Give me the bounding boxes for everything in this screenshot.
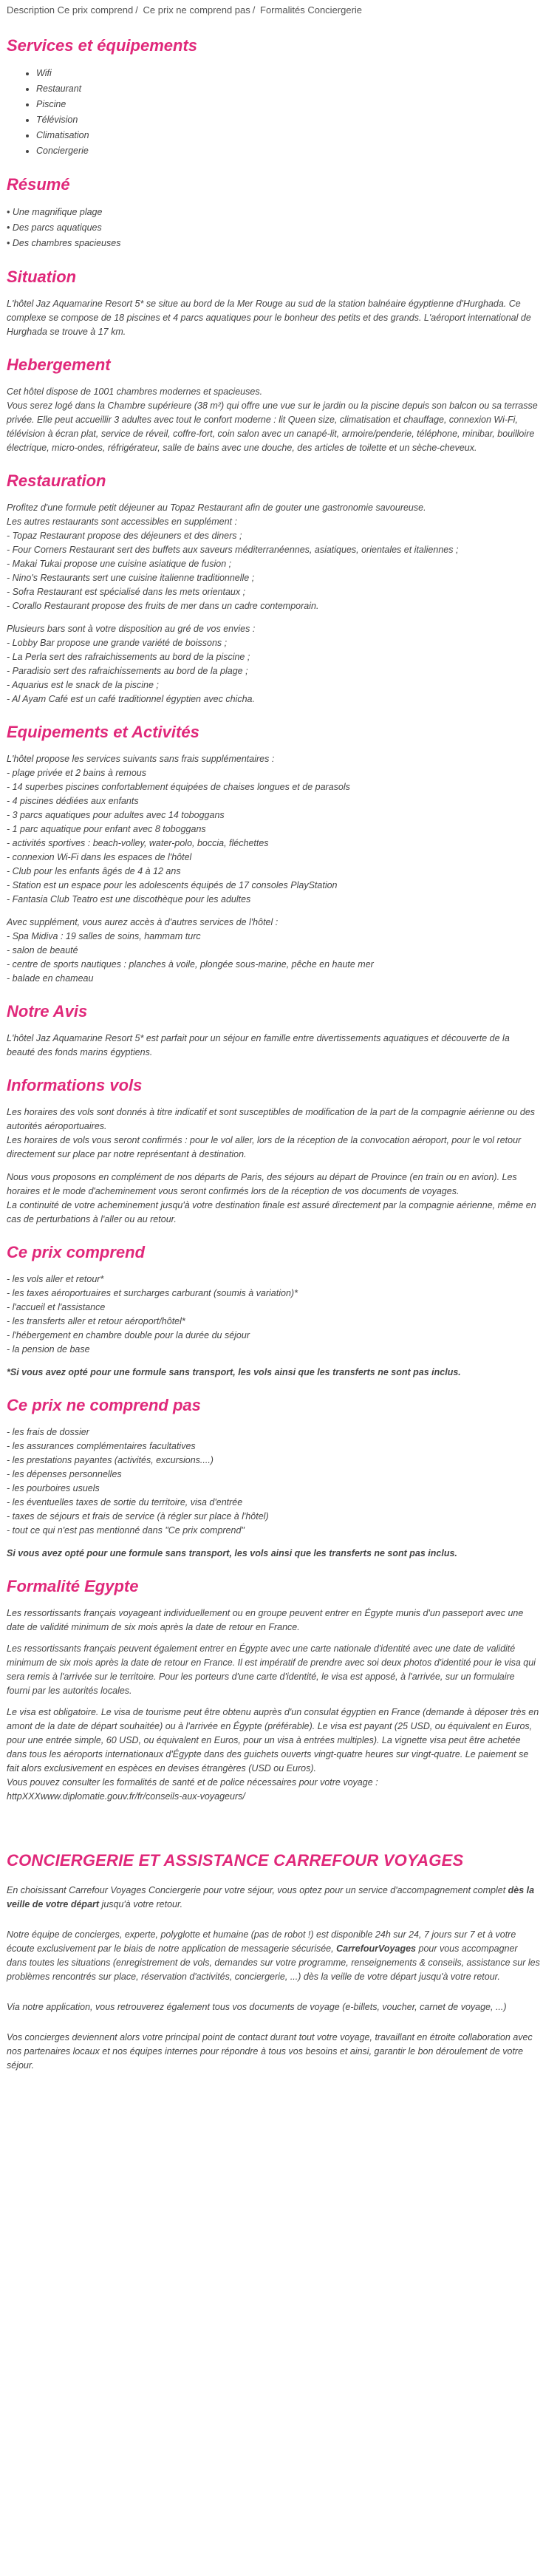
situation-text: L'hôtel Jaz Aquamarine Resort 5* se situe au bord de la Mer Rouge au sud de la station balnéaire égyptienne d'Hurghada. Ce complexe se compose de 18 piscines et 4 parcs aquatiques pour le bonheur des petits et des grands. L'aéroport international de Hurghada se trouve à 17 km. [7,299,531,337]
restaurants-list [7,501,540,613]
ne-comprend-list [7,1425,540,1538]
situation-section [7,268,540,339]
equipement-line: - 3 parcs aquatiques pour adultes avec 14 toboggans [7,810,225,820]
equipement-line: - Fantasia Club Teatro est une discothèque pour les adultes [7,894,251,904]
equipement-line: Avec supplément, vous aurez accès à d'autres services de l'hôtel : [7,917,279,927]
vols-text: Les horaires de vols vous seront confirmés : pour le vol aller, lors de la réception de la convocation aéroport, pour le vol retour directement sur place par notre représentant à destination. [7,1135,522,1159]
service-item: • Wifi [36,66,540,81]
service-item: • Restaurant [36,81,540,97]
vols-text: Les horaires des vols sont donnés à titre indicatif et sont susceptibles de modification de la part de la compagnie aérienne ou des autorités aéroportuaires. [7,1107,536,1131]
conciergerie-title: CONCIERGERIE ET ASSISTANCE CARREFOUR VOYAGES [7,1851,464,1870]
resume-item: • Des chambres spacieuses [7,238,121,248]
breadcrumb-prix-ne-comprend[interactable]: Ce prix ne comprend pas [143,4,250,16]
comprend-line: - les vols aller et retour* [7,1274,104,1284]
breadcrumb-conciergerie[interactable]: Conciergerie [307,4,363,16]
resume-title: Résumé [7,175,70,194]
conciergerie-team: Notre équipe de concierges, experte, polyglotte et humaine (pas de robot !) est disponible 24h sur 24, 7 jours sur 7 et à votre écoute exclusivement par le biais de notre application de messagerie sécurisée, CarrefourVoyages pour vous accompagner dans toutes les situations (enregistrement de vols, demandes sur votre programme, renseignements & conseils, assistance sur les problèmes rencontrés sur place, réservation d'activités, conciergerie, ...) dès la veille de votre départ jusqu'à votre retour. [7,1929,540,1982]
hebergement-title: Hebergement [7,355,111,374]
restauration-line: - Sofra Restaurant est spécialisé dans les mets orientaux ; [7,587,246,597]
service-item: • Télévision [36,112,540,128]
comprend-line: - les transferts aller et retour aéroport/hôtel* [7,1316,185,1326]
equipement-line: - 14 superbes piscines confortablement équipées de chaises longues et de parasols [7,782,350,792]
equipements-section [7,723,540,986]
free-services-list [7,752,540,907]
formalite-text: Les ressortissants français voyageant individuellement ou en groupe peuvent entrer en Égypte munis d'un passeport avec une date de validité minimum de six mois après la date de retour en France. [7,1608,524,1632]
equipement-line: L'hôtel propose les services suivants sans frais supplémentaires : [7,754,275,764]
equipement-line: - 4 piscines dédiées aux enfants [7,796,139,806]
formalite-text: Le visa est obligatoire. Le visa de tourisme peut être obtenu auprès d'un consulat égyptien en France (demande à déposer très en amont de la date de départ souhaitée) ou à l'arrivée en Égypte (préférable). Le visa est payant (25 USD, ou équivalent en Euros, pour une entrée simple, 60 USD, ou équivalent en Euros, pour un visa à entrées multiples). La vignette visa peut être achetée dans tous les aéroports internationaux d'Égypte dans des guichets ouverts vingt-quatre heures sur vingt-quatre. Le paiement se fait alors exclusivement en espèces en devises étrangères (USD ou Euros). [7,1707,539,1773]
formalite-title: Formalité Egypte [7,1577,139,1595]
ne-comprend-line: - les frais de dossier [7,1427,89,1437]
restauration-line: - Topaz Restaurant propose des déjeuners et des diners ; [7,531,242,541]
breadcrumb-formalites[interactable]: Formalités [260,4,305,16]
comprend-line: - les taxes aéroportuaires et surcharges carburant (soumis à variation)* [7,1288,298,1298]
ne-comprend-title: Ce prix ne comprend pas [7,1396,201,1414]
comprend-line: - l'hébergement en chambre double pour la durée du séjour [7,1330,250,1340]
situation-title: Situation [7,268,77,286]
services-list [7,66,540,159]
restauration-line: Les autres restaurants sont accessibles en supplément : [7,517,237,527]
equipement-line: - activités sportives : beach-volley, water-polo, boccia, fléchettes [7,838,269,848]
ne-comprend-line: - taxes de séjours et frais de service (à régler sur place à l'hôtel) [7,1511,269,1522]
vols-title: Informations vols [7,1076,143,1094]
equipement-line: - 1 parc aquatique pour enfant avec 8 toboggans [7,824,206,834]
restauration-line: - Makai Tukai propose une cuisine asiatique de fusion ; [7,559,232,569]
restauration-section [7,471,540,706]
ne-comprend-line: - les prestations payantes (activités, excursions....) [7,1455,214,1465]
ne-comprend-line: - les pourboires usuels [7,1483,100,1493]
avis-title: Notre Avis [7,1002,88,1020]
bar-line: - Aquarius est le snack de la piscine ; [7,680,159,690]
equipements-title: Equipements et Activités [7,723,199,741]
ne-comprend-section [7,1396,540,1561]
comprend-note: *Si vous avez opté pour une formule sans transport, les vols ainsi que les transferts ne sont pas inclus. [7,1367,461,1377]
equipement-line: - Club pour les enfants âgés de 4 à 12 ans [7,866,181,876]
formalite-link[interactable]: httpXXXwww.diplomatie.gouv.fr/fr/conseils-aux-voyageurs/ [7,1791,245,1802]
equipement-line: - centre de sports nautiques : planches à voile, plongée sous-marine, pêche en haute mer [7,959,374,970]
breadcrumb: Description Ce prix comprend / Ce prix ne comprend pas / Formalités Conciergerie [7,4,363,16]
ne-comprend-note: Si vous avez opté pour une formule sans transport, les vols ainsi que les transferts ne sont pas inclus. [7,1548,457,1558]
ne-comprend-line: - tout ce qui n'est pas mentionné dans "Ce prix comprend" [7,1525,245,1536]
comprend-section [7,1243,540,1380]
breadcrumb-description[interactable]: Description [7,4,55,16]
ne-comprend-line: - les dépenses personnelles [7,1469,122,1479]
conciergerie-app: Via notre application, vous retrouverez également tous vos documents de voyage (e-billets, voucher, carnet de voyage, ...) [7,2002,507,2012]
restauration-line: Profitez d'une formule petit déjeuner au Topaz Restaurant afin de gouter une gastronomie savoureuse. [7,502,426,513]
equipement-line: - connexion Wi-Fi dans les espaces de l'hôtel [7,852,192,862]
equipement-line: - plage privée et 2 bains à remous [7,768,146,778]
vols-section [7,1076,540,1227]
conciergerie-section [7,1851,540,2073]
resume-section [7,175,540,251]
equipement-line: - Spa Midiva : 19 salles de soins, hammam turc [7,931,201,941]
service-item: • Climatisation [36,128,540,143]
formalite-text: Les ressortissants français peuvent également entrer en Égypte avec une carte nationale d'identité avec une date de validité minimum de six mois après la date de retour en France. Il est impératif de prendre avec soi deux photos d'identité pour le visa qui sera remis à l'arrivée sur le territoire. Pour les porteurs d'une carte d'identité, le visa est apposé, à l'arrivée, sur un formulaire fourni par les autorités locales. [7,1643,536,1696]
ne-comprend-line: - les assurances complémentaires facultatives [7,1441,196,1451]
restauration-line: - Corallo Restaurant propose des fruits de mer dans un cadre contemporain. [7,601,319,611]
formalite-text: Vous pouvez consulter les formalités de santé et de police nécessaires pour votre voyage : [7,1777,378,1788]
equipement-line: - salon de beauté [7,945,78,955]
ne-comprend-line: - les éventuelles taxes de sortie du territoire, visa d'entrée [7,1497,243,1507]
paid-services-list [7,916,540,986]
vols-text: La continuité de votre acheminement jusqu'à votre destination finale est assuré directement par la compagnie aérienne, même en cas de perturbations à l'aller ou au retour. [7,1200,536,1224]
breadcrumb-prix-comprend[interactable]: Ce prix comprend [57,4,134,16]
hebergement-section [7,355,540,455]
bar-line: - La Perla sert des rafraichissements au bord de la piscine ; [7,652,250,662]
resume-item: • Des parcs aquatiques [7,222,102,233]
comprend-line: - l'accueil et l'assistance [7,1302,106,1312]
hebergement-intro: Cet hôtel dispose de 1001 chambres modernes et spacieuses. [7,386,263,397]
comprend-title: Ce prix comprend [7,1243,146,1261]
conciergerie-contact: Vos concierges deviennent alors votre principal point de contact durant tout votre voyage, travaillant en étroite collaboration avec nos partenaires locaux et nos équipes internes pour répondre à tous vos besoins et ainsi, garantir le bon déroulement de votre séjour. [7,2032,533,2071]
comprend-list [7,1272,540,1357]
conciergerie-intro: En choisissant Carrefour Voyages Conciergerie pour votre séjour, vous optez pour un service d'accompagnement complet dès la veille de votre départ jusqu'à votre retour. [7,1885,535,1909]
resume-item: • Une magnifique plage [7,207,103,217]
equipement-line: - Station est un espace pour les adolescents équipés de 17 consoles PlayStation [7,880,338,890]
resume-list [7,205,540,251]
bar-line: - Al Ayam Café est un café traditionnel égyptien avec chicha. [7,694,255,704]
restauration-line: - Four Corners Restaurant sert des buffets aux saveurs méditerranéennes, asiatiques, orientales et italiennes ; [7,545,459,555]
avis-section [7,1002,540,1060]
hebergement-details: Vous serez logé dans la Chambre supérieure (38 m²) qui offre une vue sur le jardin ou la piscine depuis son balcon ou sa terrasse privée. Elle peut accueillir 3 adultes avec tout le confort moderne : lit Queen size, climatisation et chauffage, connexion Wi-Fi, télévision à écran plat, service de réveil, coffre-fort, coin salon avec un canapé-lit, armoire/penderie, téléphone, minibar, bouilloire électrique, micro-ondes, réfrigérateur, salle de bains avec une douche, des articles de toilette et un sèche-cheveux. [7,401,538,453]
restauration-title: Restauration [7,471,106,490]
bar-line: Plusieurs bars sont à votre disposition au gré de vos envies : [7,624,256,634]
equipement-line: - balade en chameau [7,973,94,984]
avis-text: L'hôtel Jaz Aquamarine Resort 5* est parfait pour un séjour en famille entre divertissements aquatiques et découverte de la beauté des fonds marins égyptiens. [7,1033,510,1057]
formalite-section [7,1577,540,1804]
service-item: • Piscine [36,97,540,112]
vols-text: Nous vous proposons en complément de nos départs de Paris, des séjours au départ de Province (en train ou en avion). Les horaires et le mode d'acheminement vous seront confirmés lors de la réception de vos documents de voyages. [7,1172,517,1196]
services-section [7,36,540,159]
restauration-line: - Nino's Restaurants sert une cuisine italienne traditionnelle ; [7,573,255,583]
comprend-line: - la pension de base [7,1344,90,1355]
services-title: Services et équipements [7,36,198,55]
bars-list [7,622,540,706]
service-item: • Conciergerie [36,143,540,159]
bar-line: - Paradisio sert des rafraichissements au bord de la plage ; [7,666,248,676]
bar-line: - Lobby Bar propose une grande variété de boissons ; [7,638,228,648]
